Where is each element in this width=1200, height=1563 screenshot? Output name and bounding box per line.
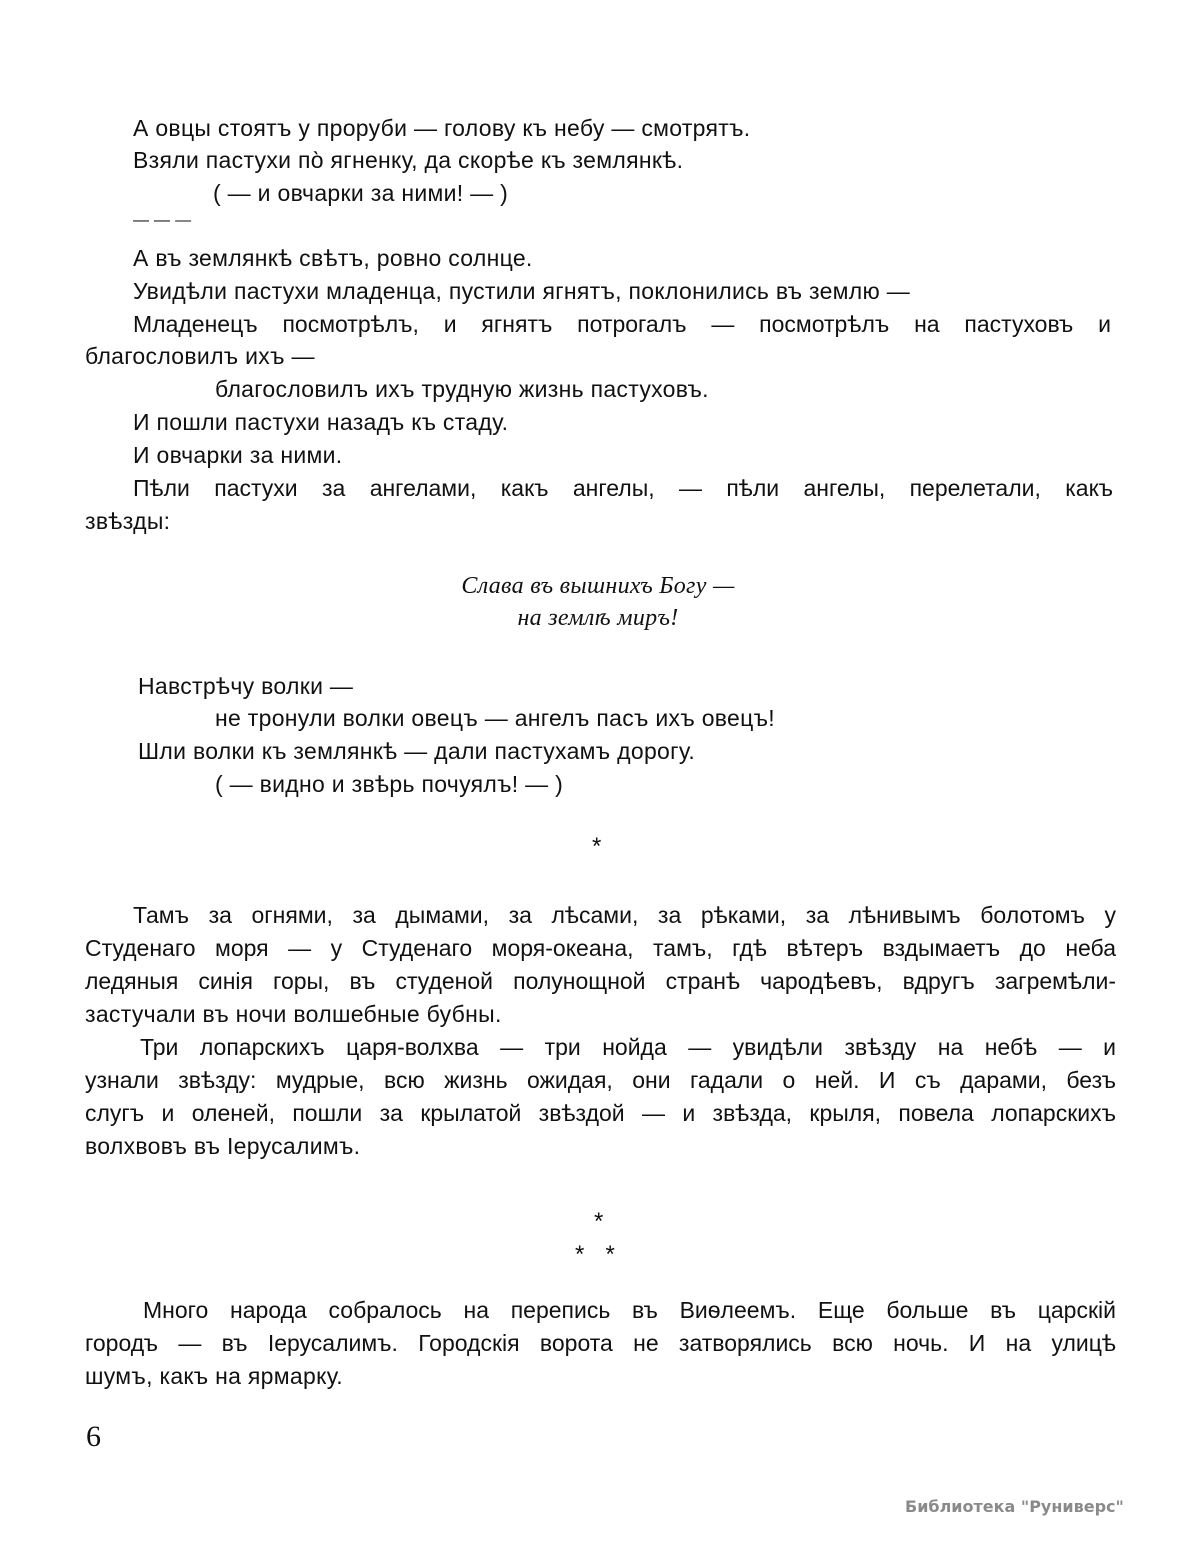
text-line: Студенаго моря — у Студенаго моря-океана, тамъ, гдѣ вѣтеръ вздымаетъ до неба	[85, 935, 1116, 961]
asterisk-separator: *	[592, 833, 602, 860]
text-line: И овчарки за ними.	[133, 442, 343, 468]
text-line: благословилъ ихъ трудную жизнь пастуховъ.	[215, 376, 709, 402]
text-line: Три лопарскихъ царя-волхва — три нойда — увидѣли звѣзду на небѣ — и	[140, 1034, 1116, 1060]
text-line: волхвовъ въ Іерусалимъ.	[85, 1133, 361, 1159]
asterisk-separator: * *	[575, 1241, 616, 1268]
text-line: Много народа собралось на перепись въ Виѳлеемъ. Еще больше въ царскій	[143, 1297, 1116, 1323]
text-line: Взяли пастухи по̀ ягненку, да скорѣе къ землянкѣ.	[133, 147, 684, 173]
dash-separator: — — —	[133, 212, 192, 229]
watermark: Библиотека "Руниверс"	[905, 1497, 1124, 1516]
text-line: звѣзды:	[85, 508, 171, 534]
text-line: Пѣли пастухи за ангелами, какъ ангелы, — пѣли ангелы, перелетали, какъ	[133, 475, 1113, 501]
text-line: Навстрѣчу волки —	[138, 673, 354, 699]
text-line: застучали въ ночи волшебные бубны.	[85, 1001, 502, 1027]
text-line: городъ — въ Іерусалимъ. Городскія ворота не затворялись всю ночь. И на улицѣ	[85, 1330, 1116, 1356]
text-line: Тамъ за огнями, за дымами, за лѣсами, за рѣками, за лѣнивымъ болотомъ у	[133, 902, 1116, 928]
text-line: ( — и овчарки за ними! — )	[213, 180, 509, 206]
text-line: шумъ, какъ на ярмарку.	[85, 1363, 343, 1389]
text-line: Увидѣли пастухи младенца, пустили ягнятъ, поклонились въ землю —	[133, 278, 911, 304]
text-line: слугъ и оленей, пошли за крылатой звѣздой — и звѣзда, крыля, повела лопарскихъ	[85, 1100, 1116, 1126]
text-line: Шли волки къ землянкѣ — дали пастухамъ дорогу.	[138, 738, 696, 764]
text-line: благословилъ ихъ —	[85, 343, 315, 369]
hymn-line: Слава въ вышнихъ Богу —	[461, 573, 735, 599]
text-line: не тронули волки овецъ — ангелъ пасъ ихъ овецъ!	[215, 705, 775, 731]
page-number: 6	[86, 1420, 101, 1453]
text-line: И пошли пастухи назадъ къ стаду.	[133, 409, 509, 435]
hymn-line: на землѣ миръ!	[517, 605, 679, 631]
asterisk-separator: *	[594, 1208, 604, 1235]
text-line: ледяныя синія горы, въ студеной полунощной странѣ чародѣевъ, вдругъ загремѣли-	[85, 968, 1116, 994]
text-line: А овцы стоятъ у проруби — голову къ небу — смотрятъ.	[133, 115, 751, 141]
text-line: А въ землянкѣ свѣтъ, ровно солнце.	[133, 245, 533, 271]
text-line: ( — видно и звѣрь почуялъ! — )	[215, 771, 564, 797]
text-line: узнали звѣзду: мудрые, всю жизнь ожидая, они гадали о ней. И съ дарами, безъ	[85, 1067, 1116, 1093]
text-line: Младенецъ посмотрѣлъ, и ягнятъ потрогалъ — посмотрѣлъ на пастуховъ и	[133, 311, 1111, 337]
